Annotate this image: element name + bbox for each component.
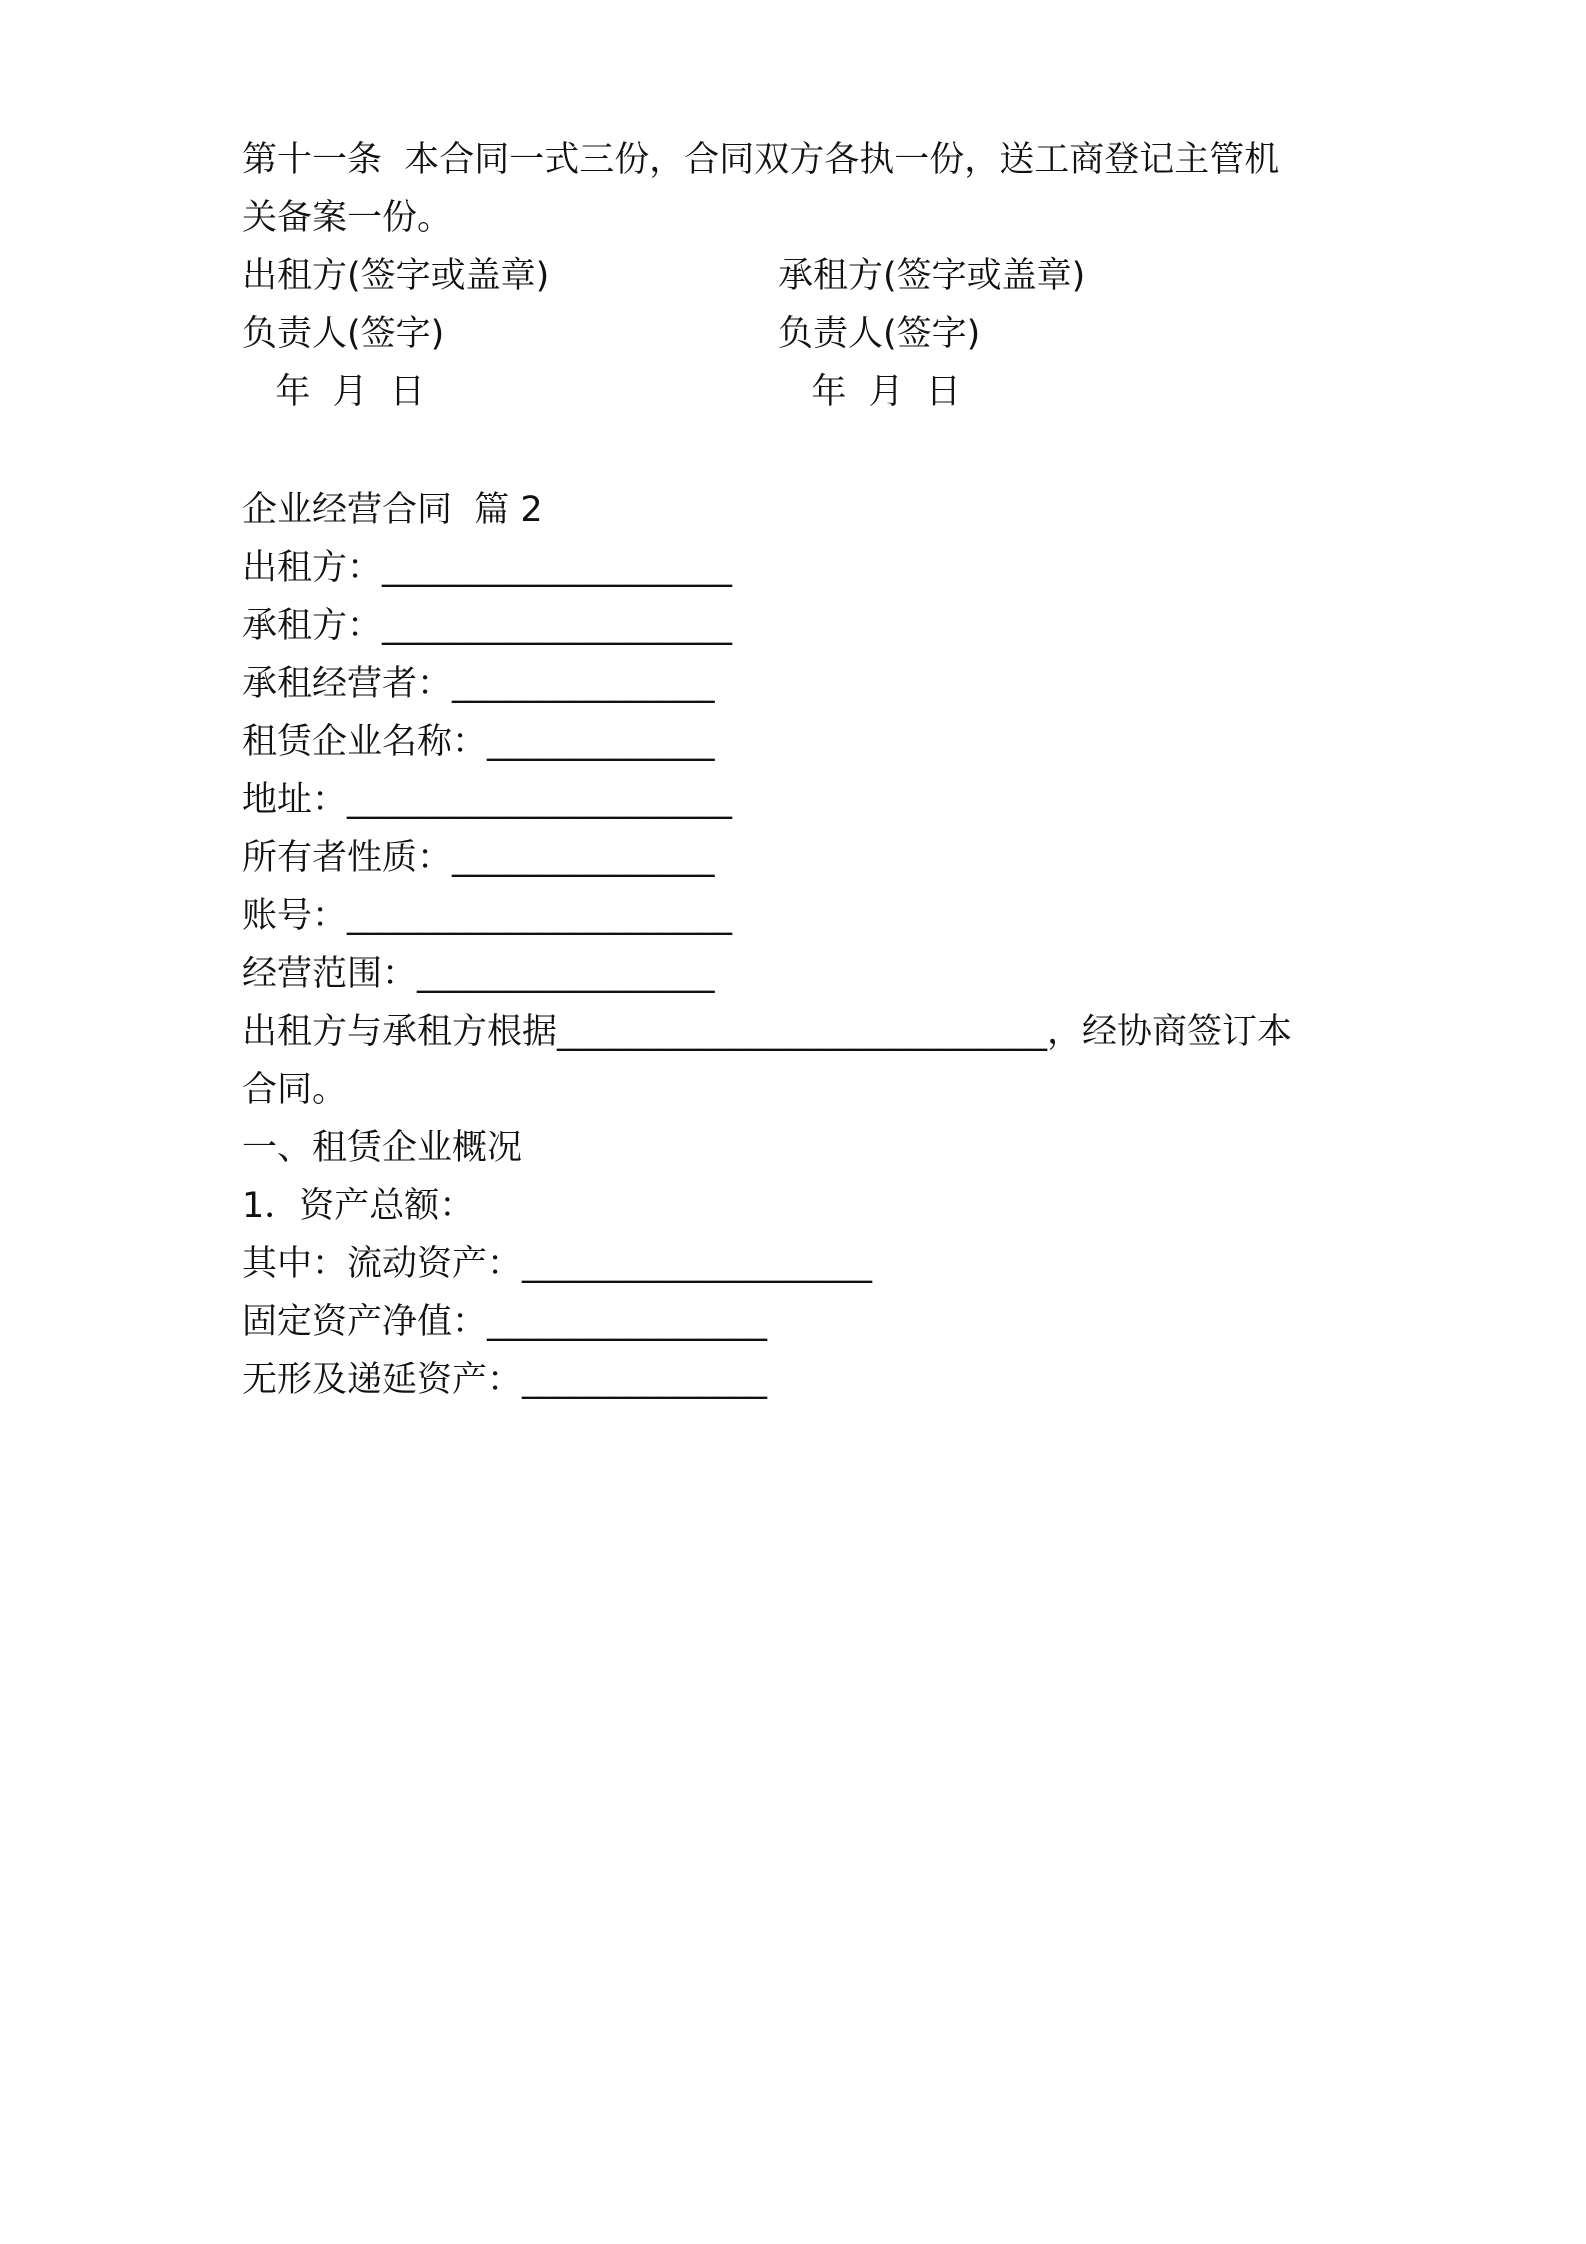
field-operator: 承租经营者：_______________: [242, 664, 715, 704]
lessor-signature-label: 出租方(签字或盖章): [242, 256, 550, 296]
clause-11-line-1: 第十一条 本合同一式三份，合同双方各执一份，送工商登记主管机: [242, 140, 1280, 180]
field-ownership: 所有者性质：_______________: [242, 838, 715, 878]
lessee-signature-label: 承租方(签字或盖章): [778, 256, 1086, 296]
heading-enterprise-overview: 一、租赁企业概况: [242, 1128, 523, 1168]
field-enterprise-name: 租赁企业名称：_____________: [242, 722, 715, 762]
basis-line-1: 出租方与承租方根据____________________________，经协商签订本: [242, 1012, 1293, 1052]
basis-line-2: 合同。: [242, 1070, 348, 1110]
lessor-date: 年 月 日: [242, 372, 425, 412]
field-current-assets: 其中：流动资产：____________________: [242, 1244, 873, 1284]
field-intangible-assets: 无形及递延资产：______________: [242, 1360, 768, 1400]
field-fixed-assets: 固定资产净值：________________: [242, 1302, 768, 1342]
field-business-scope: 经营范围：_________________: [242, 954, 715, 994]
field-address: 地址：______________________: [242, 780, 733, 820]
field-lessor: 出租方：____________________: [242, 548, 733, 588]
lessor-person-label: 负责人(签字): [242, 314, 445, 354]
lessee-person-label: 负责人(签字): [778, 314, 981, 354]
field-lessee: 承租方：____________________: [242, 606, 733, 646]
clause-11-line-2: 关备案一份。: [242, 198, 453, 238]
field-account: 账号：______________________: [242, 896, 733, 936]
lessee-date: 年 月 日: [778, 372, 961, 412]
section-title: 企业经营合同 篇 2: [242, 490, 543, 530]
item-total-assets: 1．资产总额：: [242, 1186, 475, 1226]
